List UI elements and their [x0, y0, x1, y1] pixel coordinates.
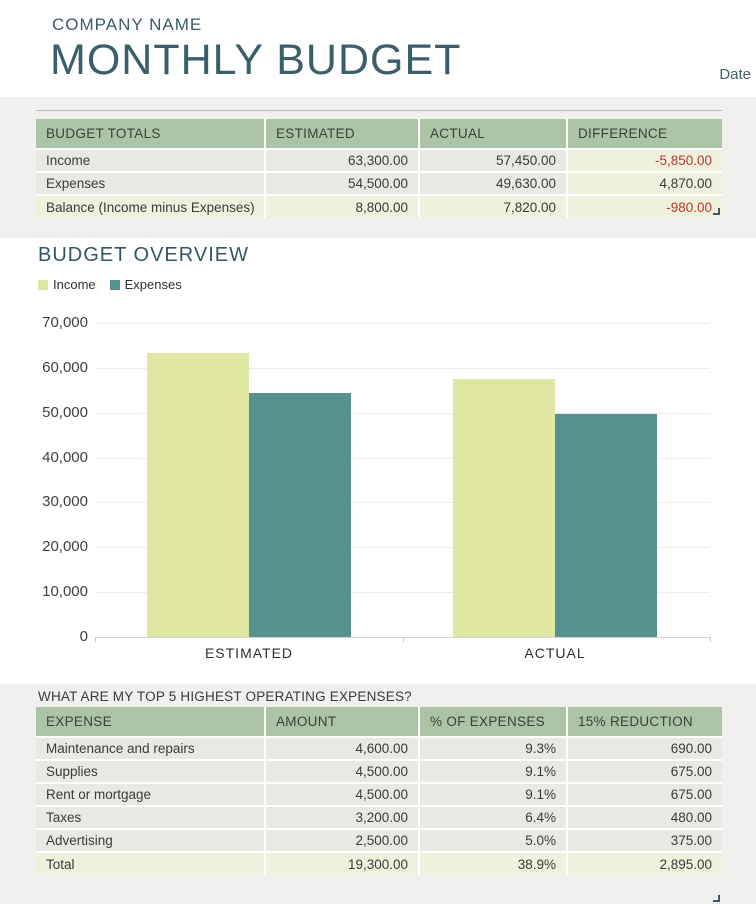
column-header-1[interactable]: AMOUNT [265, 707, 419, 737]
table-row [36, 760, 722, 783]
top-expenses-section [0, 684, 756, 904]
expenses-table [36, 707, 722, 875]
cell-label[interactable]: Taxes [36, 806, 265, 829]
bar-income-estimated[interactable] [147, 353, 249, 637]
cell-amount[interactable]: 19,300.00 [265, 852, 419, 875]
table-row [36, 149, 722, 172]
cell-pct[interactable]: 9.1% [419, 760, 567, 783]
cell-reduction[interactable]: 690.00 [567, 737, 722, 760]
category-label: ESTIMATED [204, 645, 294, 661]
cell-reduction[interactable]: 2,895.00 [567, 852, 722, 875]
column-header-2[interactable]: ACTUAL [419, 119, 567, 149]
cell-amount[interactable]: 4,500.00 [265, 783, 419, 806]
cell-amount[interactable]: 4,600.00 [265, 737, 419, 760]
table-row [36, 737, 722, 760]
cell-estimated[interactable]: 63,300.00 [265, 149, 419, 172]
column-header-1[interactable]: ESTIMATED [265, 119, 419, 149]
column-header-3[interactable]: 15% REDUCTION [567, 707, 722, 737]
legend-label-income: Income [53, 277, 96, 292]
table-row [36, 829, 722, 852]
cell-amount[interactable]: 2,500.00 [265, 829, 419, 852]
table-row [36, 852, 722, 875]
cell-pct[interactable]: 5.0% [419, 829, 567, 852]
column-header-0[interactable]: EXPENSE [36, 707, 265, 737]
cell-pct[interactable]: 9.3% [419, 737, 567, 760]
cell-actual[interactable]: 57,450.00 [419, 149, 567, 172]
y-axis-tick-label: 70,000 [42, 314, 88, 331]
legend-label-expenses: Expenses [124, 277, 182, 292]
y-axis-tick-label: 30,000 [42, 493, 88, 511]
table-resize-handle[interactable] [713, 895, 720, 902]
cell-label[interactable]: Advertising [36, 829, 265, 852]
x-axis-tick-mark [95, 637, 96, 642]
cell-label[interactable]: Income [36, 149, 265, 172]
expenses-legend-swatch [110, 280, 120, 290]
cell-reduction[interactable]: 675.00 [567, 760, 722, 783]
cell-actual[interactable]: 7,820.00 [419, 195, 567, 218]
cell-reduction[interactable]: 375.00 [567, 829, 722, 852]
chart-section-title: BUDGET OVERVIEW [38, 244, 249, 266]
table-row [36, 195, 722, 218]
cell-label[interactable]: Expenses [36, 172, 265, 195]
cell-pct[interactable]: 9.1% [419, 783, 567, 806]
column-header-3[interactable]: DIFFERENCE [567, 119, 722, 149]
table-header-row [36, 707, 722, 737]
cell-difference[interactable]: -5,850.00 [567, 149, 722, 172]
bar-expenses-actual[interactable] [555, 414, 657, 637]
budget-totals-section [0, 97, 756, 238]
y-axis-tick-label: 40,000 [42, 448, 88, 466]
cell-pct[interactable]: 38.9% [419, 852, 567, 875]
bar-income-actual[interactable] [453, 379, 555, 637]
table-row [36, 172, 722, 195]
company-name[interactable]: COMPANY NAME [52, 15, 203, 34]
chart-legend [38, 277, 182, 292]
cell-amount[interactable]: 4,500.00 [265, 760, 419, 783]
income-legend-swatch [38, 280, 48, 290]
cell-label[interactable]: Supplies [36, 760, 265, 783]
cell-pct[interactable]: 6.4% [419, 806, 567, 829]
y-axis-tick-label: 20,000 [42, 538, 88, 556]
y-axis-tick-label: 60,000 [42, 358, 88, 376]
legend-item-income[interactable] [38, 277, 96, 292]
expenses-table-wrap [36, 707, 722, 904]
budget-totals-table [36, 119, 722, 218]
cell-label[interactable]: Maintenance and repairs [36, 737, 265, 760]
cell-estimated[interactable]: 54,500.00 [265, 172, 419, 195]
bar-expenses-estimated[interactable] [249, 393, 351, 637]
cell-actual[interactable]: 49,630.00 [419, 172, 567, 195]
table-header-row [36, 119, 722, 149]
cell-reduction[interactable]: 675.00 [567, 783, 722, 806]
cell-amount[interactable]: 3,200.00 [265, 806, 419, 829]
table-resize-handle[interactable] [713, 208, 720, 215]
y-axis-tick-label: 50,000 [42, 403, 88, 421]
expenses-question-caption: WHAT ARE MY TOP 5 HIGHEST OPERATING EXPENSES? [38, 689, 412, 704]
y-axis-tick-label: 10,000 [42, 583, 88, 601]
table-row [36, 783, 722, 806]
cell-label[interactable]: Balance (Income minus Expenses) [36, 195, 265, 218]
cell-difference[interactable]: -980.00 [567, 195, 722, 218]
y-axis-tick-label: 0 [79, 628, 88, 645]
table-top-rule [36, 110, 722, 111]
page-title[interactable]: MONTHLY BUDGET [50, 36, 462, 84]
cell-reduction[interactable]: 480.00 [567, 806, 722, 829]
date-field-label[interactable]: Date [719, 66, 751, 83]
column-header-0[interactable]: BUDGET TOTALS [36, 119, 265, 149]
budget-overview-chart [0, 300, 756, 675]
legend-item-expenses[interactable] [110, 277, 182, 292]
column-header-2[interactable]: % OF EXPENSES [419, 707, 567, 737]
cell-label[interactable]: Rent or mortgage [36, 783, 265, 806]
cell-label[interactable]: Total [36, 852, 265, 875]
cell-difference[interactable]: 4,870.00 [567, 172, 722, 195]
gridline [95, 323, 710, 324]
cell-estimated[interactable]: 8,800.00 [265, 195, 419, 218]
x-axis-tick-mark [710, 637, 711, 642]
x-axis-tick-mark [403, 637, 404, 642]
table-row [36, 806, 722, 829]
budget-totals-table-wrap [36, 119, 722, 218]
category-label: ACTUAL [524, 645, 586, 661]
